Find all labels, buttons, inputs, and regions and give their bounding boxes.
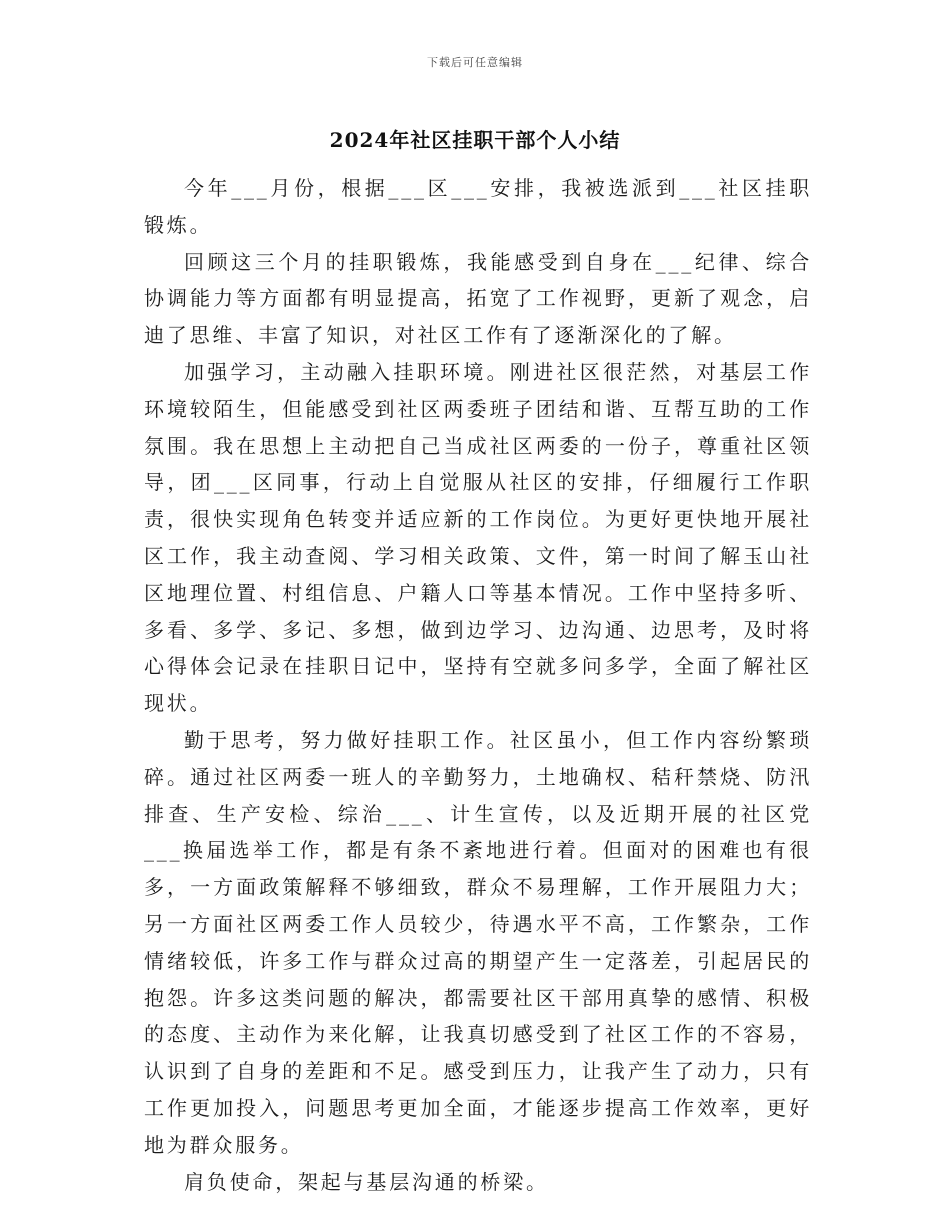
paragraph-learning: 加强学习，主动融入挂职环境。刚进社区很茫然，对基层工作环境较陌生，但能感受到社区两委班子团结和谐、互帮互助的工作氛围。我在思想上主动把自己当成社区两委的一份子，尊重社区领导，团___区同事，行动上自觉服从社区的安排，仔细履行工作职责，很快实现角色转变并适应新的工作岗位。为更好更快地开展社区工作，我主动查阅、学习相关政策、文件，第一时间了解玉山社区地理位置、村组信息、户籍人口等基本情况。工作中坚持多听、多看、多学、多记、多想，做到边学习、边沟通、边思考，及时将心得体会记录在挂职日记中，坚持有空就多问多学，全面了解社区现状。 [144, 359, 812, 716]
document-body [144, 170, 812, 1200]
header-note: 下载后可任意编辑 [427, 56, 523, 69]
document-title: 2024年社区挂职干部个人小结 [329, 128, 621, 152]
paragraph-intro: 今年___月份，根据___区___安排，我被选派到___社区挂职锻炼。 [144, 176, 812, 237]
paragraph-review: 回顾这三个月的挂职锻炼，我能感受到自身在___纪律、综合协调能力等方面都有明显提高，拓宽了工作视野，更新了观念，启迪了思维、丰富了知识，对社区工作有了逐渐深化的了解。 [144, 249, 812, 348]
paragraph-mission: 肩负使命，架起与基层沟通的桥梁。 [184, 1169, 549, 1194]
paragraph-thinking: 勤于思考，努力做好挂职工作。社区虽小，但工作内容纷繁琐碎。通过社区两委一班人的辛勤努力，土地确权、秸秆禁烧、防汛排查、生产安检、综治___、计生宣传，以及近期开展的社区党___换届选举工作，都是有条不紊地进行着。但面对的困难也有很多，一方面政策解释不够细致，群众不易理解，工作开展阻力大；另一方面社区两委工作人员较少，待遇水平不高，工作繁杂，工作情绪较低，许多工作与群众过高的期望产生一定落差，引起居民的抱怨。许多这类问题的解决，都需要社区干部用真挚的感情、积极的态度、主动作为来化解，让我真切感受到了社区工作的不容易，认识到了自身的差距和不足。感受到压力，让我产生了动力，只有工作更加投入，问题思考更加全面，才能逐步提高工作效率，更好地为群众服务。 [144, 727, 812, 1157]
